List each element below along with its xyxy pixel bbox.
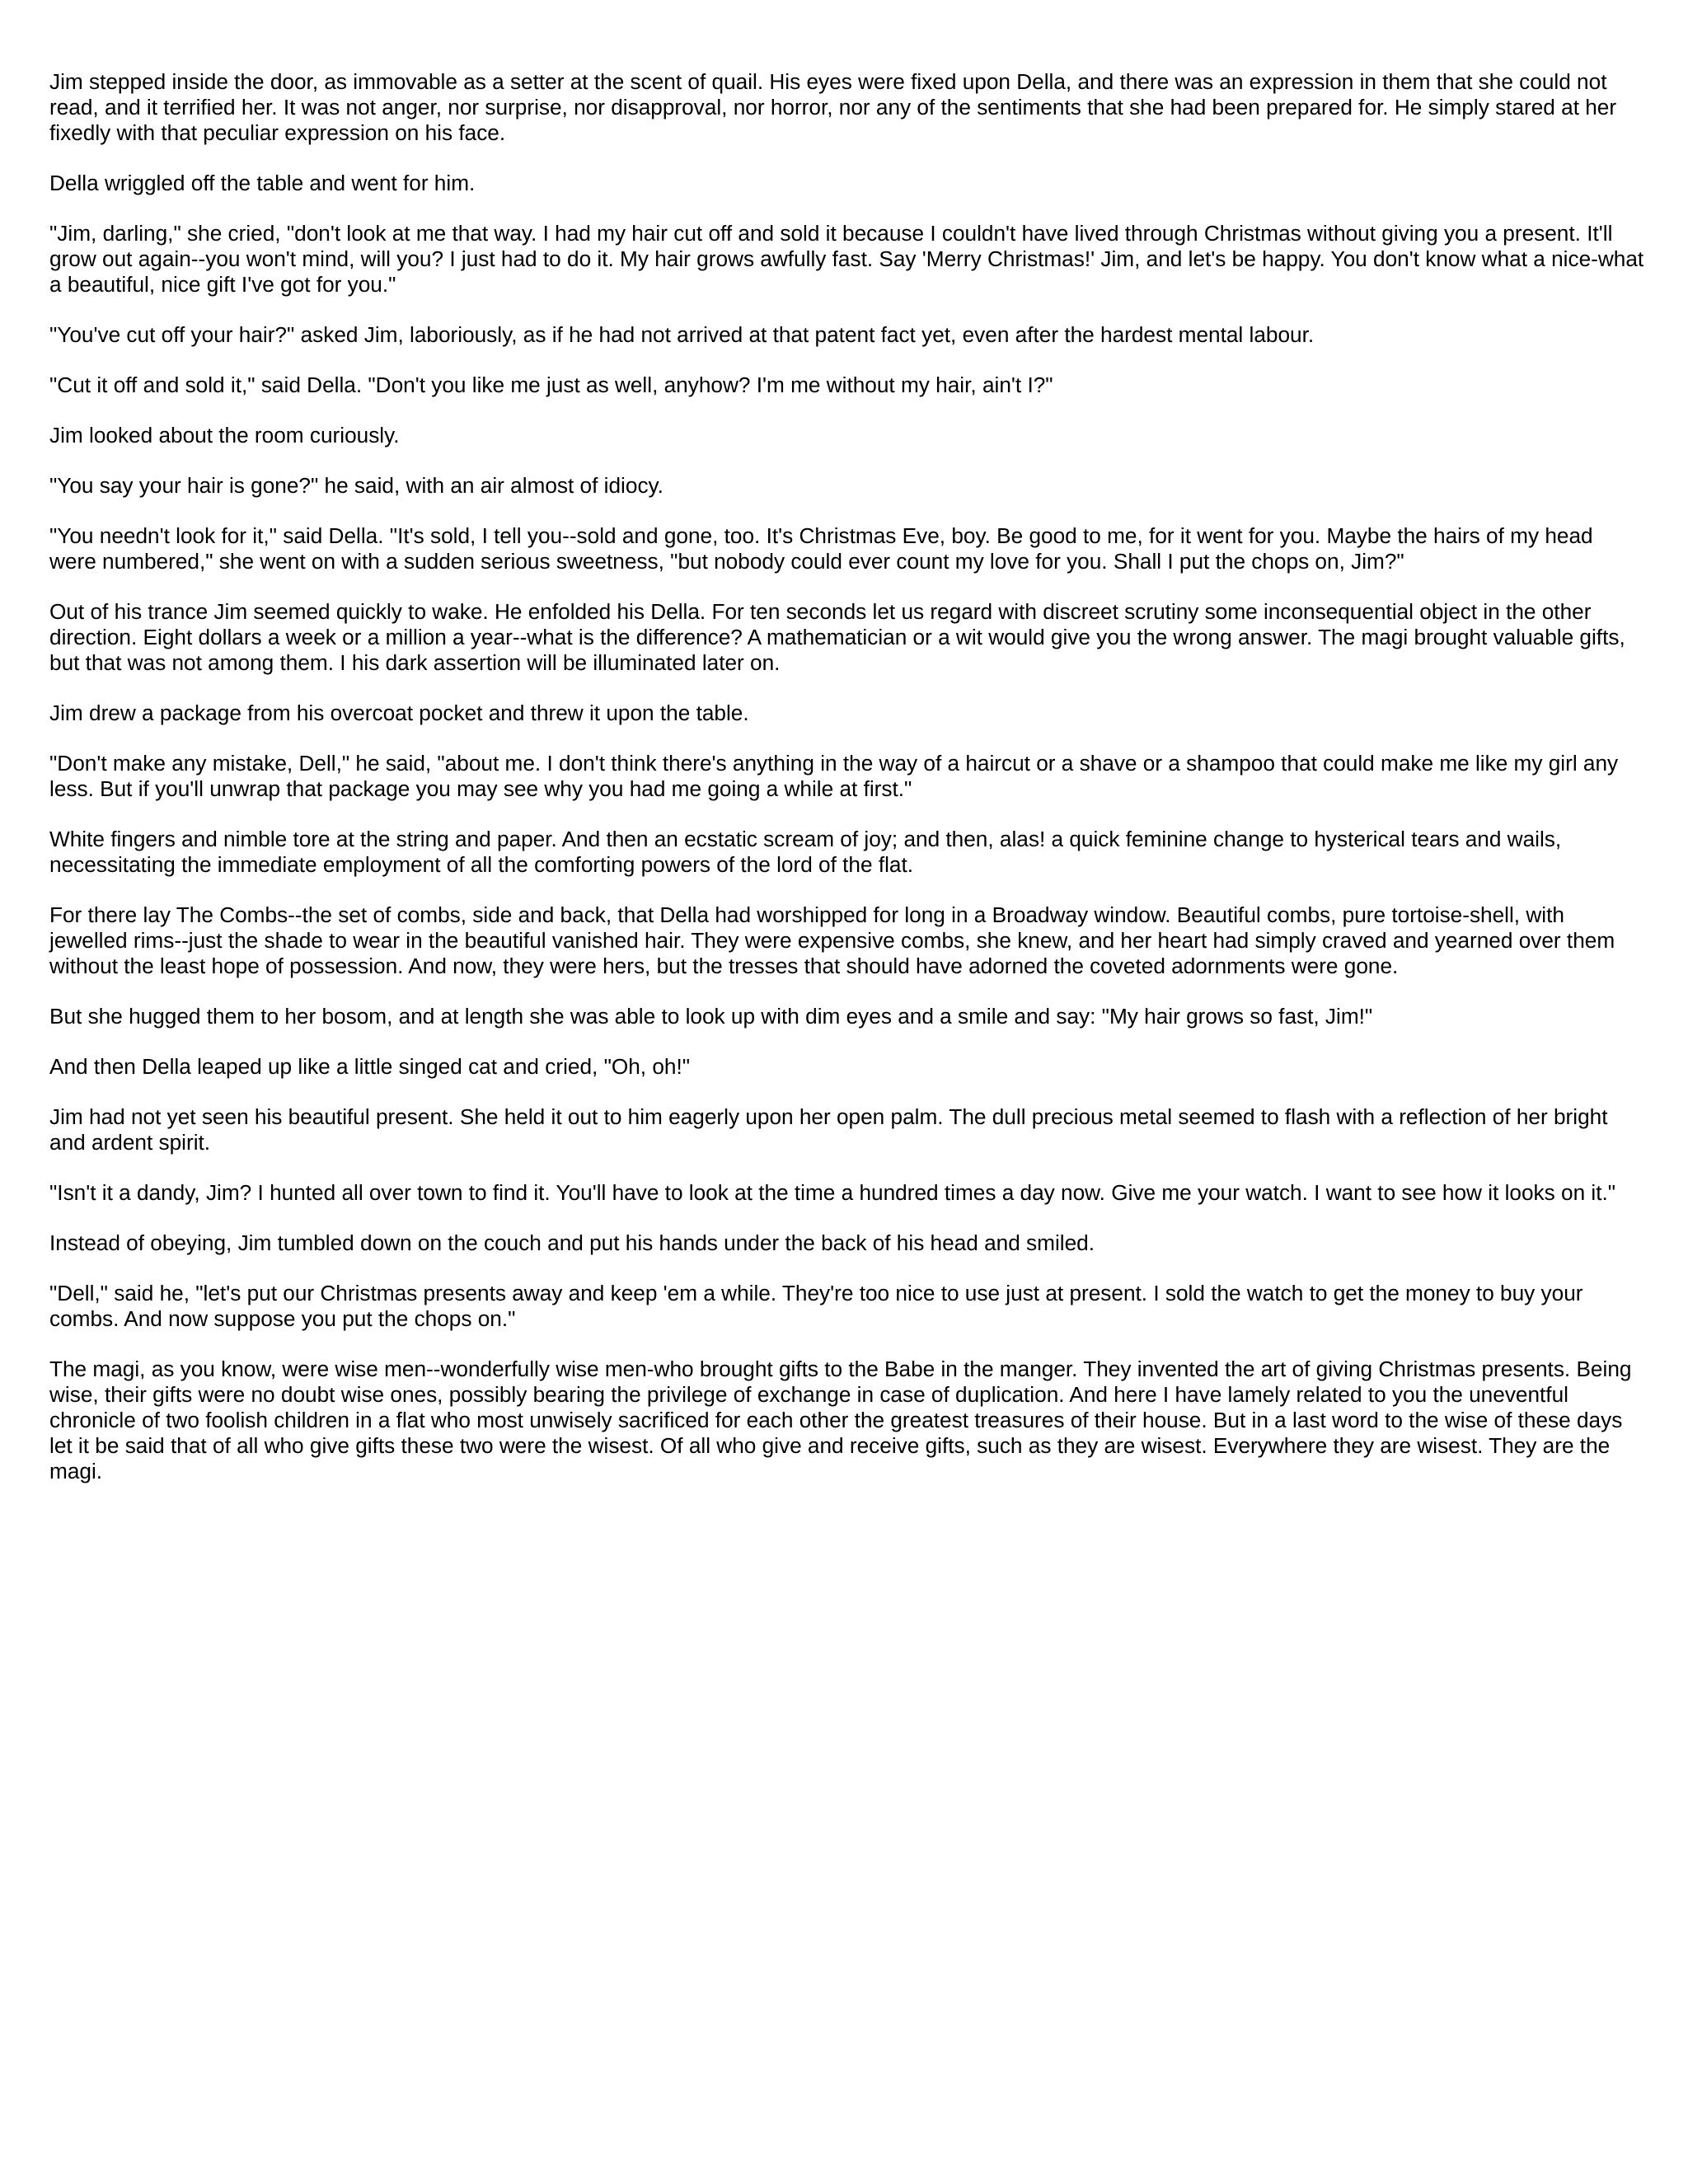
paragraph-15: And then Della leaped up like a little singed cat and cried, "Oh, oh!"	[49, 1054, 691, 1079]
paragraph-4: "You've cut off your hair?" asked Jim, laboriously, as if he had not arrived at that patent fact yet, even after the hardest mental labour.	[49, 322, 1315, 347]
paragraph-8: "You needn't look for it," said Della. "It's sold, I tell you--sold and gone, too. It's Christmas Eve, boy. Be good to me, for it went for you. Maybe the hairs of my head were numbered," she went on with a sudden serious sweetness, "but nobody could ever count my love for you. Shall I put the chops on, Jim?"	[49, 523, 1593, 574]
paragraph-18: Instead of obeying, Jim tumbled down on the couch and put his hands under the back of his head and smiled.	[49, 1230, 1095, 1255]
paragraph-14: But she hugged them to her bosom, and at length she was able to look up with dim eyes and a smile and say: "My hair grows so fast, Jim!"	[49, 1004, 1373, 1029]
paragraph-3: "Jim, darling," she cried, "don't look at me that way. I had my hair cut off and sold it because I couldn't have lived through Christmas without giving you a present. It'll grow out again--you won't mind, will you? I just had to do it. My hair grows awfully fast. Say 'Merry Christmas!' Jim, and let's be happy. You don't know what a nice-what a beautiful, nice gift I've got for you."	[49, 221, 1644, 297]
paragraph-11: "Don't make any mistake, Dell," he said, "about me. I don't think there's anything in the way of a haircut or a shave or a shampoo that could make me like my girl any less. But if you'll unwrap that package you may see why you had me going a while at first."	[49, 751, 1619, 801]
paragraph-2: Della wriggled off the table and went for him.	[49, 171, 476, 195]
document-page	[49, 69, 1644, 1509]
paragraph-16: Jim had not yet seen his beautiful present. She held it out to him eagerly upon her open palm. The dull precious metal seemed to flash with a reflection of her bright and ardent spirit.	[49, 1104, 1608, 1155]
paragraph-17: "Isn't it a dandy, Jim? I hunted all over town to find it. You'll have to look at the time a hundred times a day now. Give me your watch. I want to see how it looks on it."	[49, 1180, 1616, 1205]
paragraph-13: For there lay The Combs--the set of combs, side and back, that Della had worshipped for long in a Broadway window. Beautiful combs, pure tortoise-shell, with jewelled rims--just the shade to wear in the beautiful vanished hair. They were expensive combs, she knew, and her heart had simply craved and yearned over them without the least hope of possession. And now, they were hers, but the tresses that should have adorned the coveted adornments were gone.	[49, 902, 1615, 978]
paragraph-12: White fingers and nimble tore at the string and paper. And then an ecstatic scream of joy; and then, alas! a quick feminine change to hysterical tears and wails, necessitating the immediate employment of all the comforting powers of the lord of the flat.	[49, 827, 1562, 877]
paragraph-7: "You say your hair is gone?" he said, with an air almost of idiocy.	[49, 473, 663, 498]
paragraph-1: Jim stepped inside the door, as immovable as a setter at the scent of quail. His eyes were fixed upon Della, and there was an expression in them that she could not read, and it terrified her. It was not anger, nor surprise, nor disapproval, nor horror, nor any of the sentiments that she had been prepared for. He simply stared at her fixedly with that peculiar expression on his face.	[49, 69, 1617, 145]
paragraph-10: Jim drew a package from his overcoat pocket and threw it upon the table.	[49, 701, 749, 725]
paragraph-9: Out of his trance Jim seemed quickly to wake. He enfolded his Della. For ten seconds let us regard with discreet scrutiny some inconsequential object in the other direction. Eight dollars a week or a million a year--what is the difference? A mathematician or a wit would give you the wrong answer. The magi brought valuable gifts, but that was not among them. I his dark assertion will be illuminated later on.	[49, 599, 1625, 675]
paragraph-6: Jim looked about the room curiously.	[49, 423, 400, 448]
paragraph-19: "Dell," said he, "let's put our Christmas presents away and keep 'em a while. They're too nice to use just at present. I sold the watch to get the money to buy your combs. And now suppose you put the chops on."	[49, 1281, 1583, 1331]
paragraph-20: The magi, as you know, were wise men--wonderfully wise men-who brought gifts to the Babe in the manger. They invented the art of giving Christmas presents. Being wise, their gifts were no doubt wise ones, possibly bearing the privilege of exchange in case of duplication. And here I have lamely related to you the uneventful chronicle of two foolish children in a flat who most unwisely sacrificed for each other the greatest treasures of their house. But in a last word to the wise of these days let it be said that of all who give gifts these two were the wisest. Of all who give and receive gifts, such as they are wisest. Everywhere they are wisest. They are the magi.	[49, 1357, 1632, 1483]
paragraph-5: "Cut it off and sold it," said Della. "Don't you like me just as well, anyhow? I'm me without my hair, ain't I?"	[49, 373, 1053, 397]
